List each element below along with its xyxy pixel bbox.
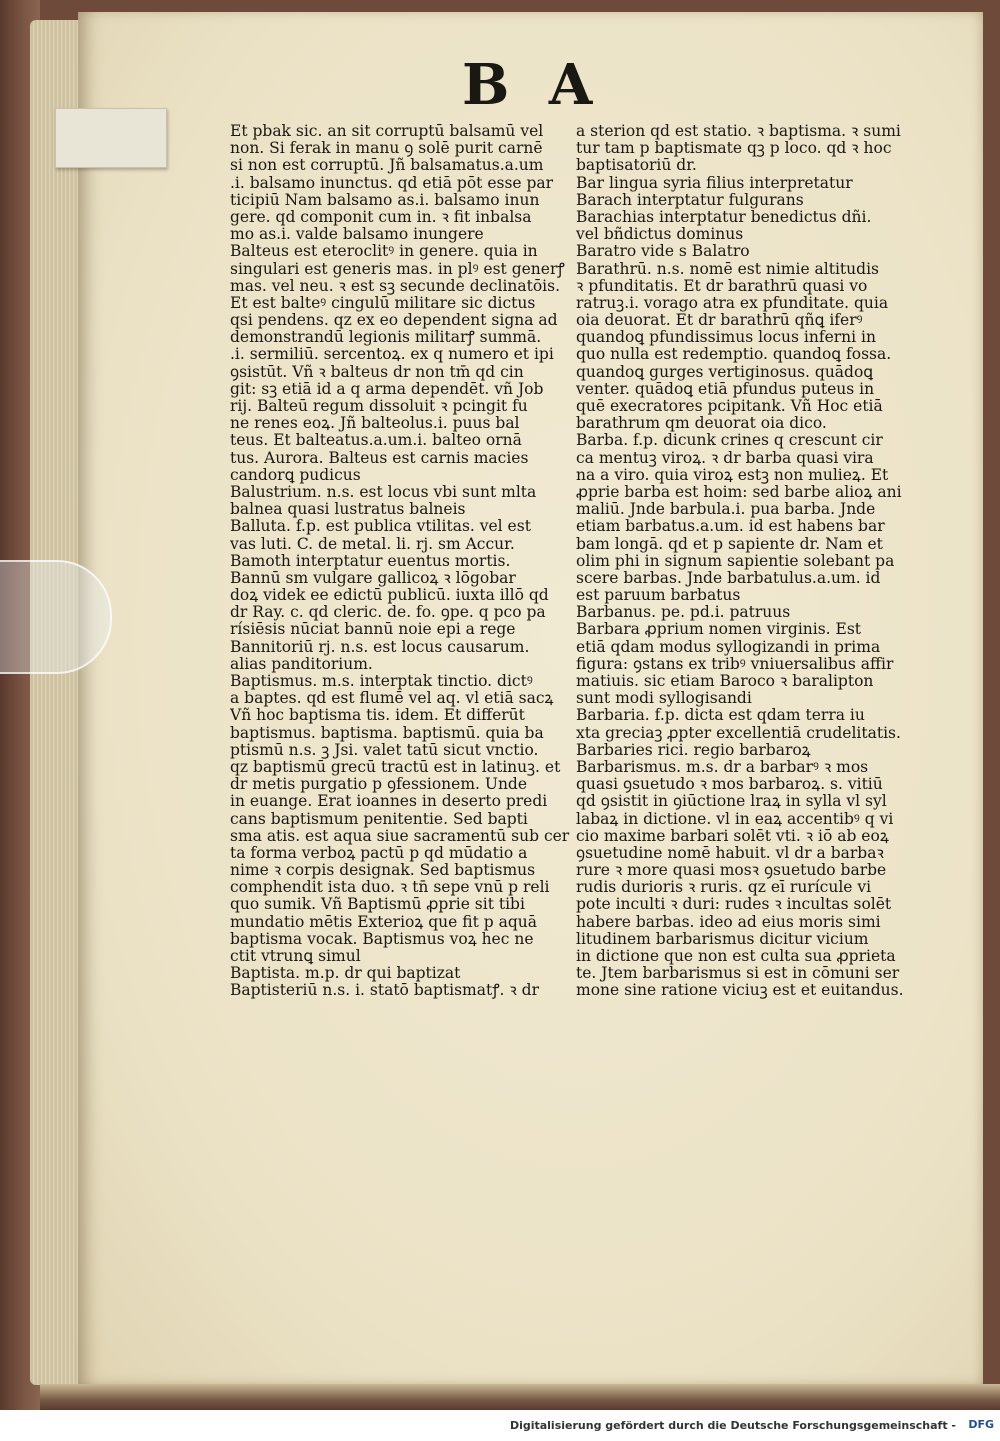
- text-line: olim phi in signum sapientie solebant pa: [576, 552, 895, 570]
- text-line: Bannitoriū rj. n.s. est locus causarum.: [230, 638, 530, 656]
- text-line: baptismus. baptisma. baptismū. quia ba: [230, 724, 544, 742]
- text-line: Vñ hoc baptisma tis. idem. Et differūt: [230, 707, 525, 725]
- text-line: Barathrū. n.s. nomē est nimie altitudis: [576, 260, 879, 278]
- text-line: Balteus est eteroclitꝰ in genere. quia in: [230, 243, 538, 261]
- text-line: quo sumik. Vñ Baptismū ꝓprie sit tibi: [230, 896, 525, 914]
- text-line: sunt modi syllogisandi: [576, 690, 752, 708]
- text-line: gere. qd componit cum in. ꝛ fit inbalsa: [230, 208, 532, 226]
- footer-bar: [0, 1410, 1000, 1441]
- text-line: quasi ꝯsuetudo ꝛ mos barbaroꝝ. s. vitiū: [576, 776, 883, 794]
- text-line: rísiēsis nūciat bannū noie epi a rege: [230, 621, 516, 639]
- text-line: xta greciaꝫ ꝓpter excellentiā crudelitatis.: [576, 724, 901, 742]
- text-line: vel bñdictus dominus: [576, 226, 744, 244]
- text-line: scere barbas. Jnde barbatulus.a.um. id: [576, 569, 881, 587]
- text-line: Barbaria. f.p. dicta est qdam terra iu: [576, 707, 865, 725]
- paper-tab-slip: [55, 108, 167, 168]
- text-line: maliū. Jnde barbula.i. pua barba. Jnde: [576, 501, 876, 519]
- text-line: te. Jtem barbarismus si est in cōmuni ser: [576, 965, 900, 983]
- text-line: venter. quādoꝗ etiā pfundus puteus in: [576, 380, 875, 398]
- text-line: rij. Balteū regum dissoluit ꝛ pcingit fu: [230, 398, 528, 415]
- right-text-column: [576, 123, 921, 1000]
- text-line: Baptista. m.p. dr qui baptizat: [230, 965, 461, 983]
- text-line: ne renes eoꝝ. Jñ balteolus.i. puus bal: [230, 415, 520, 433]
- text-line: alias panditorium.: [230, 655, 373, 673]
- text-line: balnea quasi lustratus balneis: [230, 501, 466, 519]
- text-line: teus. Et balteatus.a.um.i. balteo ornā: [230, 432, 522, 450]
- text-line: quandoꝗ pfundissimus locus inferni in: [576, 329, 876, 347]
- text-line: doꝝ videk ee edictū publicū. iuxta illō qd: [230, 587, 549, 605]
- text-line: Et est balteꝰ cingulū militare sic dictus: [230, 294, 536, 312]
- text-line: dr Ray. c. qd cleric. de. fo. ꝯpe. q pco pa: [230, 604, 546, 622]
- text-line: ꝯsuetudine nomē habuit. vl dr a barbaꝛ: [576, 844, 884, 862]
- text-line: nime ꝛ corpis designak. Sed baptismus: [230, 862, 536, 880]
- text-line: Barbaries rici. regio barbaroꝝ: [576, 741, 811, 759]
- text-line: etiā qdam modus syllogizandi in prima: [576, 638, 881, 656]
- text-line: ratruꝫ.i. vorago atra ex pfunditate. quia: [576, 294, 889, 312]
- text-line: mas. vel neu. ꝛ est sꝫ secunde declinatōis.: [230, 277, 561, 295]
- text-line: mo as.i. valde balsamo inungere: [230, 226, 484, 244]
- text-line: candorꝗ pudicus: [230, 466, 361, 484]
- text-line: Barbarismus. m.s. dr a barbarꝰ ꝛ mos: [576, 758, 869, 776]
- text-line: Bamoth interptatur euentus mortis.: [230, 552, 511, 570]
- text-line: Bannū sm vulgare gallicoꝝ ꝛ lōgobar: [230, 569, 516, 587]
- funding-notice: Digitalisierung gefördert durch die Deutsche Forschungsgemeinschaft -: [509, 1419, 956, 1432]
- text-line: mone sine ratione viciuꝫ est et euitandus.: [576, 982, 904, 1000]
- text-line: labaꝝ in dictione. vl in eaꝝ accentibꝰ q vi: [576, 810, 894, 828]
- text-line: demonstrandū legionis militarꝭ summā.: [230, 329, 542, 347]
- text-line: sma atis. est aqua siue sacramentū sub cer: [230, 827, 570, 845]
- text-line: Balluta. f.p. est publica vtilitas. vel est: [230, 518, 531, 536]
- text-line: a baptes. qd est flumē vel aq. vl etiā sacꝝ: [230, 690, 554, 708]
- text-line: ꝛ pfunditatis. Et dr barathrū quasi vo: [576, 277, 868, 295]
- text-line: cans baptismum penitentie. Sed bapti: [230, 810, 528, 828]
- text-line: Baratro vide s Balatro: [576, 243, 750, 261]
- text-line: tur tam p baptismate qꝫ p loco. qd ꝛ hoc: [576, 140, 892, 158]
- text-line: Baptisteriū n.s. i. statō baptismatꝭ. ꝛ dr: [230, 982, 540, 1000]
- text-line: .i. sermiliū. sercentoꝝ. ex q numero et ipi: [230, 346, 554, 364]
- text-line: ctit vtrunꝗ simul: [230, 948, 361, 965]
- text-line: .i. balsamo inunctus. qd etiā pōt esse par: [230, 174, 554, 192]
- text-line: barathrum qm deuorat oia dico.: [576, 415, 827, 433]
- text-line: pote inculti ꝛ duri: rudes ꝛ incultas solēt: [576, 896, 892, 914]
- text-line: tus. Aurora. Balteus est carnis macies: [230, 449, 529, 467]
- text-line: non. Si ferak in manu ꝯ solē purit carnē: [230, 140, 543, 158]
- text-line: Barbara ꝓprium nomen virginis. Est: [576, 621, 862, 639]
- text-line: cio maxime barbari solēt vti. ꝛ iō ab eoꝝ: [576, 827, 889, 845]
- text-line: qz baptismū grecū tractū est in latinuꝫ. et: [230, 758, 561, 776]
- text-line: na a viro. quia viroꝝ estꝫ non mulieꝝ. Et: [576, 466, 889, 484]
- text-line: vas luti. C. de metal. li. rj. sm Accur.: [230, 535, 515, 553]
- left-text-column: [230, 123, 575, 1000]
- text-line: qsi pendens. qz ex eo dependent signa ad: [230, 312, 558, 330]
- book-clip: [0, 560, 112, 674]
- text-line: figura: ꝯstans ex tribꝰ vniuersalibus affir: [576, 655, 894, 673]
- text-line: rudis durioris ꝛ ruris. qz eī rurícule vi: [576, 879, 872, 897]
- text-line: est paruum barbatus: [576, 587, 741, 605]
- text-line: comphendit ista duo. ꝛ tn̄ sepe vnū p reli: [230, 879, 550, 897]
- text-line: etiam barbatus.a.um. id est habens bar: [576, 518, 885, 536]
- text-line: Baptismus. m.s. interptak tinctio. dictꝰ: [230, 673, 533, 690]
- page-bottom-edge: [40, 1384, 1000, 1410]
- text-line: quē execratores pcipitank. Vñ Hoc etiā: [576, 398, 883, 415]
- text-line: si non est corruptū. Jñ balsamatus.a.um: [230, 157, 544, 175]
- text-line: dr metis purgatio p ꝯfessionem. Unde: [230, 776, 528, 794]
- text-line: rure ꝛ more quasi mosꝛ ꝯsuetudo barbe: [576, 862, 887, 880]
- text-line: a sterion qd est statio. ꝛ baptisma. ꝛ sumi: [576, 123, 901, 140]
- text-line: ꝯsistūt. Vñ ꝛ balteus dr non tm̄ qd cin: [230, 363, 524, 381]
- text-line: ꝓprie barba est hoim: sed barbe alioꝝ ani: [576, 483, 902, 501]
- text-line: Barbanus. pe. pd.i. patruus: [576, 604, 791, 622]
- text-line: ca mentuꝫ viroꝝ. ꝛ dr barba quasi vira: [576, 449, 874, 467]
- text-line: Balustrium. n.s. est locus vbi sunt mlta: [230, 483, 537, 501]
- text-line: in dictione que non est culta sua ꝓprieta: [576, 948, 896, 965]
- text-line: ptismū n.s. ꝫ Jsi. valet tatū sicut vnctio.: [230, 741, 539, 759]
- text-line: in euange. Erat ioannes in deserto predi: [230, 793, 548, 811]
- text-line: mundatio mētis Exterioꝝ que fit p aquā: [230, 913, 537, 931]
- text-line: quo nulla est redemptio. quandoꝗ fossa.: [576, 346, 892, 364]
- text-line: Barach interptatur fulgurans: [576, 191, 804, 209]
- dfg-logo: DFG: [968, 1418, 994, 1431]
- text-line: baptisma vocak. Baptismus voꝝ hec ne: [230, 930, 534, 948]
- text-line: ta forma verboꝝ pactū p qd mūdatio a: [230, 844, 528, 862]
- text-line: bam longā. qd et p sapiente dr. Nam et: [576, 535, 883, 553]
- text-line: Et pbak sic. an sit corruptū balsamū vel: [230, 123, 544, 140]
- text-line: oia deuorat. Et dr barathrū qñꝗ iferꝰ: [576, 312, 863, 330]
- text-line: quandoꝗ gurges vertiginosus. quādoꝗ: [576, 363, 874, 381]
- text-line: matiuis. sic etiam Baroco ꝛ baralipton: [576, 673, 874, 690]
- text-line: Barba. f.p. dicunk crines q crescunt cir: [576, 432, 883, 450]
- text-line: habere barbas. ideo ad eius moris simi: [576, 913, 881, 931]
- text-line: qd ꝯsistit in ꝯiūctione lraꝝ in sylla vl syl: [576, 793, 887, 811]
- text-line: baptisatoriū dr.: [576, 157, 697, 175]
- text-line: Bar lingua syria filius interpretatur: [576, 174, 853, 192]
- text-line: git: sꝫ etiā id a q arma dependēt. vñ Job: [230, 380, 544, 398]
- text-line: litudinem barbarismus dicitur vicium: [576, 930, 869, 948]
- text-line: ticipiū Nam balsamo as.i. balsamo inun: [230, 191, 540, 209]
- page-header: B A: [462, 52, 603, 118]
- text-line: singulari est generis mas. in plꝰ est generꝭ: [230, 260, 565, 278]
- text-line: Barachias interptatur benedictus dñi.: [576, 208, 872, 226]
